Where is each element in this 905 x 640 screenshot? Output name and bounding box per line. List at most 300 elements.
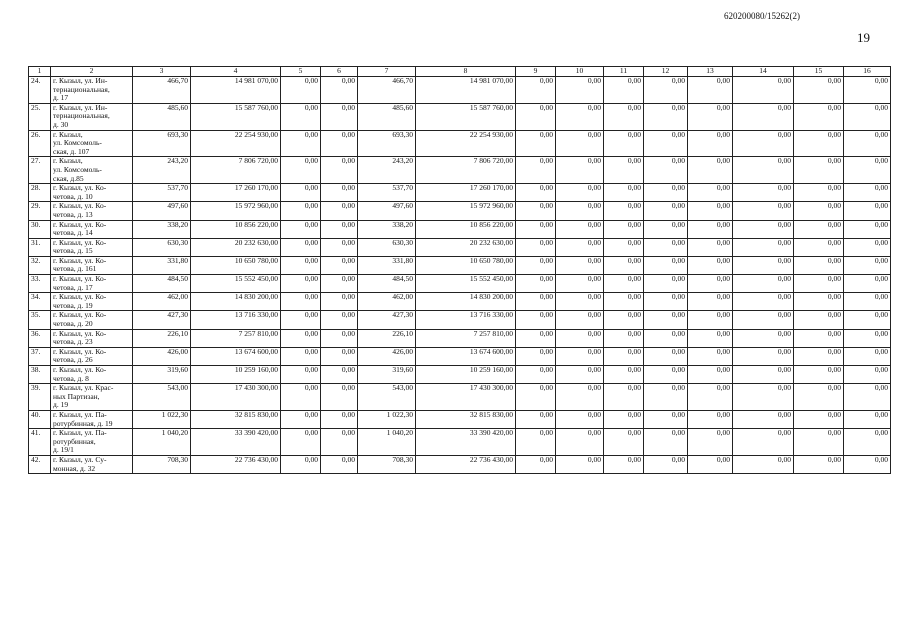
value-cell: 537,70 <box>133 184 191 202</box>
row-index: 41. <box>29 429 51 456</box>
value-cell: 0,00 <box>321 366 358 384</box>
value-cell: 0,00 <box>556 202 604 220</box>
value-cell: 0,00 <box>644 202 688 220</box>
table-row <box>29 455 891 473</box>
value-cell: 0,00 <box>844 384 891 411</box>
registry-table <box>28 66 891 474</box>
value-cell: 0,00 <box>281 410 321 428</box>
value-cell: 0,00 <box>516 184 556 202</box>
value-cell: 0,00 <box>604 410 644 428</box>
address-cell: г. Кызыл, ул. Комсомоль- ская, д. 107 <box>51 130 133 157</box>
value-cell: 7 257 810,00 <box>191 329 281 347</box>
value-cell: 15 552 450,00 <box>416 275 516 293</box>
value-cell: 10 259 160,00 <box>191 366 281 384</box>
value-cell: 0,00 <box>644 275 688 293</box>
value-cell: 0,00 <box>844 256 891 274</box>
value-cell: 0,00 <box>733 184 794 202</box>
value-cell: 462,00 <box>133 293 191 311</box>
value-cell: 17 430 300,00 <box>416 384 516 411</box>
row-index: 24. <box>29 77 51 104</box>
column-number: 3 <box>133 67 191 77</box>
address-cell: г. Кызыл, ул. Ко- четова, д. 13 <box>51 202 133 220</box>
value-cell: 319,60 <box>358 366 416 384</box>
value-cell: 0,00 <box>556 238 604 256</box>
value-cell: 0,00 <box>688 347 733 365</box>
value-cell: 693,30 <box>133 130 191 157</box>
value-cell: 0,00 <box>794 256 844 274</box>
row-index: 26. <box>29 130 51 157</box>
value-cell: 0,00 <box>733 429 794 456</box>
value-cell: 14 830 200,00 <box>191 293 281 311</box>
column-number: 14 <box>733 67 794 77</box>
value-cell: 0,00 <box>516 202 556 220</box>
value-cell: 0,00 <box>688 384 733 411</box>
value-cell: 0,00 <box>644 455 688 473</box>
value-cell: 331,80 <box>133 256 191 274</box>
value-cell: 0,00 <box>604 130 644 157</box>
address-cell: г. Кызыл, ул. Комсомоль- ская, д.85 <box>51 157 133 184</box>
value-cell: 10 650 780,00 <box>416 256 516 274</box>
row-index: 42. <box>29 455 51 473</box>
table-row <box>29 103 891 130</box>
row-index: 29. <box>29 202 51 220</box>
page-number: 19 <box>857 30 870 45</box>
value-cell: 14 830 200,00 <box>416 293 516 311</box>
column-number: 2 <box>51 67 133 77</box>
value-cell: 0,00 <box>604 347 644 365</box>
row-index: 27. <box>29 157 51 184</box>
value-cell: 0,00 <box>604 77 644 104</box>
value-cell: 0,00 <box>688 184 733 202</box>
table-row <box>29 184 891 202</box>
value-cell: 33 390 420,00 <box>191 429 281 456</box>
value-cell: 0,00 <box>844 77 891 104</box>
address-cell: г. Кызыл, ул. Ко- четова, д. 161 <box>51 256 133 274</box>
value-cell: 0,00 <box>556 329 604 347</box>
value-cell: 1 040,20 <box>358 429 416 456</box>
value-cell: 0,00 <box>644 347 688 365</box>
value-cell: 0,00 <box>644 77 688 104</box>
value-cell: 0,00 <box>281 103 321 130</box>
value-cell: 0,00 <box>321 275 358 293</box>
value-cell: 0,00 <box>556 410 604 428</box>
table-row <box>29 130 891 157</box>
value-cell: 0,00 <box>688 77 733 104</box>
document-id: 620200080/15262(2) <box>724 11 800 21</box>
table-body <box>29 77 891 474</box>
value-cell: 0,00 <box>604 238 644 256</box>
value-cell: 10 856 220,00 <box>191 220 281 238</box>
value-cell: 0,00 <box>556 130 604 157</box>
value-cell: 0,00 <box>556 347 604 365</box>
value-cell: 0,00 <box>604 157 644 184</box>
value-cell: 0,00 <box>556 256 604 274</box>
value-cell: 0,00 <box>644 410 688 428</box>
value-cell: 0,00 <box>604 275 644 293</box>
value-cell: 226,10 <box>358 329 416 347</box>
value-cell: 0,00 <box>281 275 321 293</box>
value-cell: 0,00 <box>516 238 556 256</box>
address-cell: г. Кызыл, ул. Ко- четова, д. 14 <box>51 220 133 238</box>
value-cell: 0,00 <box>556 366 604 384</box>
value-cell: 17 260 170,00 <box>191 184 281 202</box>
column-number: 8 <box>416 67 516 77</box>
value-cell: 708,30 <box>358 455 416 473</box>
value-cell: 0,00 <box>321 77 358 104</box>
value-cell: 484,50 <box>133 275 191 293</box>
value-cell: 0,00 <box>516 275 556 293</box>
value-cell: 0,00 <box>688 275 733 293</box>
value-cell: 462,00 <box>358 293 416 311</box>
value-cell: 0,00 <box>281 329 321 347</box>
value-cell: 243,20 <box>358 157 416 184</box>
table-row <box>29 77 891 104</box>
value-cell: 0,00 <box>844 103 891 130</box>
value-cell: 0,00 <box>556 293 604 311</box>
value-cell: 15 587 760,00 <box>416 103 516 130</box>
column-number: 6 <box>321 67 358 77</box>
value-cell: 0,00 <box>281 384 321 411</box>
value-cell: 17 260 170,00 <box>416 184 516 202</box>
value-cell: 0,00 <box>644 329 688 347</box>
value-cell: 426,00 <box>358 347 416 365</box>
value-cell: 0,00 <box>794 347 844 365</box>
value-cell: 0,00 <box>844 130 891 157</box>
value-cell: 0,00 <box>321 455 358 473</box>
value-cell: 0,00 <box>516 103 556 130</box>
value-cell: 1 022,30 <box>358 410 416 428</box>
value-cell: 630,30 <box>358 238 416 256</box>
value-cell: 0,00 <box>688 366 733 384</box>
value-cell: 20 232 630,00 <box>416 238 516 256</box>
column-number: 13 <box>688 67 733 77</box>
value-cell: 0,00 <box>556 157 604 184</box>
value-cell: 13 674 600,00 <box>416 347 516 365</box>
column-number: 4 <box>191 67 281 77</box>
value-cell: 338,20 <box>358 220 416 238</box>
row-index: 28. <box>29 184 51 202</box>
value-cell: 0,00 <box>516 384 556 411</box>
value-cell: 33 390 420,00 <box>416 429 516 456</box>
value-cell: 0,00 <box>516 329 556 347</box>
value-cell: 497,60 <box>133 202 191 220</box>
value-cell: 0,00 <box>844 366 891 384</box>
value-cell: 0,00 <box>688 238 733 256</box>
value-cell: 0,00 <box>604 256 644 274</box>
value-cell: 0,00 <box>516 130 556 157</box>
value-cell: 466,70 <box>358 77 416 104</box>
value-cell: 0,00 <box>733 366 794 384</box>
value-cell: 10 650 780,00 <box>191 256 281 274</box>
value-cell: 0,00 <box>844 455 891 473</box>
value-cell: 0,00 <box>516 77 556 104</box>
value-cell: 14 981 070,00 <box>191 77 281 104</box>
column-number: 5 <box>281 67 321 77</box>
row-index: 25. <box>29 103 51 130</box>
value-cell: 0,00 <box>321 311 358 329</box>
value-cell: 0,00 <box>794 311 844 329</box>
value-cell: 0,00 <box>844 220 891 238</box>
value-cell: 0,00 <box>556 429 604 456</box>
value-cell: 0,00 <box>733 256 794 274</box>
value-cell: 15 587 760,00 <box>191 103 281 130</box>
value-cell: 13 716 330,00 <box>191 311 281 329</box>
value-cell: 0,00 <box>516 429 556 456</box>
value-cell: 226,10 <box>133 329 191 347</box>
value-cell: 485,60 <box>133 103 191 130</box>
value-cell: 0,00 <box>281 130 321 157</box>
value-cell: 0,00 <box>644 157 688 184</box>
value-cell: 15 552 450,00 <box>191 275 281 293</box>
value-cell: 0,00 <box>604 202 644 220</box>
column-number: 12 <box>644 67 688 77</box>
value-cell: 0,00 <box>688 103 733 130</box>
value-cell: 0,00 <box>321 256 358 274</box>
address-cell: г. Кызыл, ул. Ко- четова, д. 15 <box>51 238 133 256</box>
value-cell: 22 254 930,00 <box>416 130 516 157</box>
table-row <box>29 311 891 329</box>
value-cell: 17 430 300,00 <box>191 384 281 411</box>
value-cell: 0,00 <box>733 130 794 157</box>
value-cell: 0,00 <box>844 429 891 456</box>
value-cell: 0,00 <box>281 77 321 104</box>
value-cell: 0,00 <box>281 256 321 274</box>
value-cell: 0,00 <box>321 130 358 157</box>
value-cell: 7 806 720,00 <box>416 157 516 184</box>
value-cell: 0,00 <box>556 220 604 238</box>
value-cell: 0,00 <box>794 384 844 411</box>
value-cell: 331,80 <box>358 256 416 274</box>
value-cell: 0,00 <box>688 455 733 473</box>
value-cell: 0,00 <box>844 410 891 428</box>
value-cell: 0,00 <box>604 293 644 311</box>
value-cell: 0,00 <box>733 202 794 220</box>
value-cell: 0,00 <box>644 429 688 456</box>
value-cell: 0,00 <box>844 293 891 311</box>
value-cell: 0,00 <box>644 311 688 329</box>
value-cell: 0,00 <box>604 384 644 411</box>
value-cell: 0,00 <box>844 202 891 220</box>
value-cell: 0,00 <box>281 157 321 184</box>
row-index: 35. <box>29 311 51 329</box>
value-cell: 0,00 <box>604 103 644 130</box>
value-cell: 0,00 <box>604 329 644 347</box>
value-cell: 0,00 <box>733 455 794 473</box>
value-cell: 13 674 600,00 <box>191 347 281 365</box>
value-cell: 0,00 <box>733 103 794 130</box>
column-number: 15 <box>794 67 844 77</box>
value-cell: 0,00 <box>733 384 794 411</box>
column-number: 11 <box>604 67 644 77</box>
value-cell: 0,00 <box>321 347 358 365</box>
value-cell: 0,00 <box>516 410 556 428</box>
table-row <box>29 429 891 456</box>
value-cell: 0,00 <box>556 184 604 202</box>
value-cell: 0,00 <box>844 347 891 365</box>
value-cell: 0,00 <box>794 410 844 428</box>
value-cell: 427,30 <box>358 311 416 329</box>
value-cell: 0,00 <box>604 429 644 456</box>
column-number-row <box>29 67 891 77</box>
value-cell: 0,00 <box>604 455 644 473</box>
value-cell: 0,00 <box>844 238 891 256</box>
value-cell: 0,00 <box>281 429 321 456</box>
value-cell: 0,00 <box>556 311 604 329</box>
address-cell: г. Кызыл, ул. Ин- тернациональная, д. 30 <box>51 103 133 130</box>
value-cell: 0,00 <box>321 103 358 130</box>
value-cell: 0,00 <box>644 220 688 238</box>
value-cell: 0,00 <box>556 275 604 293</box>
address-cell: г. Кызыл, ул. Ко- четова, д. 8 <box>51 366 133 384</box>
value-cell: 543,00 <box>133 384 191 411</box>
value-cell: 485,60 <box>358 103 416 130</box>
row-index: 39. <box>29 384 51 411</box>
row-index: 32. <box>29 256 51 274</box>
row-index: 33. <box>29 275 51 293</box>
row-index: 38. <box>29 366 51 384</box>
table-row <box>29 238 891 256</box>
value-cell: 0,00 <box>688 410 733 428</box>
value-cell: 0,00 <box>281 202 321 220</box>
value-cell: 0,00 <box>794 157 844 184</box>
value-cell: 427,30 <box>133 311 191 329</box>
value-cell: 14 981 070,00 <box>416 77 516 104</box>
table-row <box>29 202 891 220</box>
address-cell: г. Кызыл, ул. Па- ротурбинная, д. 19/1 <box>51 429 133 456</box>
value-cell: 0,00 <box>688 311 733 329</box>
address-cell: г. Кызыл, ул. Крас- ных Партизан, д. 19 <box>51 384 133 411</box>
table-row <box>29 157 891 184</box>
value-cell: 0,00 <box>794 220 844 238</box>
value-cell: 0,00 <box>844 311 891 329</box>
value-cell: 15 972 960,00 <box>416 202 516 220</box>
value-cell: 0,00 <box>644 103 688 130</box>
value-cell: 0,00 <box>733 275 794 293</box>
value-cell: 0,00 <box>556 77 604 104</box>
value-cell: 0,00 <box>321 410 358 428</box>
value-cell: 0,00 <box>794 455 844 473</box>
value-cell: 0,00 <box>794 202 844 220</box>
value-cell: 7 257 810,00 <box>416 329 516 347</box>
value-cell: 0,00 <box>281 293 321 311</box>
value-cell: 0,00 <box>516 157 556 184</box>
address-cell: г. Кызыл, ул. Ко- четова, д. 17 <box>51 275 133 293</box>
value-cell: 693,30 <box>358 130 416 157</box>
value-cell: 0,00 <box>733 311 794 329</box>
value-cell: 0,00 <box>733 77 794 104</box>
address-cell: г. Кызыл, ул. Ко- четова, д. 19 <box>51 293 133 311</box>
value-cell: 0,00 <box>733 238 794 256</box>
value-cell: 0,00 <box>281 311 321 329</box>
value-cell: 32 815 830,00 <box>191 410 281 428</box>
address-cell: г. Кызыл, ул. Ко- четова, д. 20 <box>51 311 133 329</box>
value-cell: 0,00 <box>688 157 733 184</box>
row-index: 30. <box>29 220 51 238</box>
value-cell: 0,00 <box>688 329 733 347</box>
address-cell: г. Кызыл, ул. Ко- четова, д. 26 <box>51 347 133 365</box>
value-cell: 0,00 <box>556 384 604 411</box>
value-cell: 0,00 <box>688 293 733 311</box>
column-number: 16 <box>844 67 891 77</box>
value-cell: 537,70 <box>358 184 416 202</box>
value-cell: 0,00 <box>516 366 556 384</box>
address-cell: г. Кызыл, ул. Ко- четова, д. 10 <box>51 184 133 202</box>
value-cell: 0,00 <box>688 130 733 157</box>
value-cell: 0,00 <box>794 238 844 256</box>
value-cell: 0,00 <box>321 157 358 184</box>
value-cell: 0,00 <box>321 184 358 202</box>
table-row <box>29 220 891 238</box>
value-cell: 497,60 <box>358 202 416 220</box>
value-cell: 22 736 430,00 <box>191 455 281 473</box>
value-cell: 7 806 720,00 <box>191 157 281 184</box>
value-cell: 708,30 <box>133 455 191 473</box>
value-cell: 0,00 <box>604 366 644 384</box>
value-cell: 0,00 <box>733 347 794 365</box>
value-cell: 0,00 <box>321 238 358 256</box>
value-cell: 1 022,30 <box>133 410 191 428</box>
value-cell: 0,00 <box>733 329 794 347</box>
value-cell: 32 815 830,00 <box>416 410 516 428</box>
value-cell: 338,20 <box>133 220 191 238</box>
value-cell: 0,00 <box>644 130 688 157</box>
value-cell: 0,00 <box>688 220 733 238</box>
value-cell: 0,00 <box>844 157 891 184</box>
value-cell: 0,00 <box>794 429 844 456</box>
column-number: 9 <box>516 67 556 77</box>
value-cell: 0,00 <box>321 293 358 311</box>
value-cell: 0,00 <box>688 429 733 456</box>
value-cell: 426,00 <box>133 347 191 365</box>
value-cell: 1 040,20 <box>133 429 191 456</box>
table-row <box>29 366 891 384</box>
value-cell: 0,00 <box>733 157 794 184</box>
value-cell: 20 232 630,00 <box>191 238 281 256</box>
value-cell: 0,00 <box>844 184 891 202</box>
value-cell: 319,60 <box>133 366 191 384</box>
value-cell: 0,00 <box>281 220 321 238</box>
value-cell: 22 254 930,00 <box>191 130 281 157</box>
value-cell: 15 972 960,00 <box>191 202 281 220</box>
value-cell: 0,00 <box>733 410 794 428</box>
value-cell: 0,00 <box>794 103 844 130</box>
value-cell: 0,00 <box>794 184 844 202</box>
value-cell: 0,00 <box>794 366 844 384</box>
value-cell: 0,00 <box>644 384 688 411</box>
value-cell: 0,00 <box>794 275 844 293</box>
value-cell: 0,00 <box>844 329 891 347</box>
value-cell: 0,00 <box>794 293 844 311</box>
row-index: 36. <box>29 329 51 347</box>
table-row <box>29 410 891 428</box>
value-cell: 0,00 <box>794 130 844 157</box>
value-cell: 0,00 <box>281 238 321 256</box>
value-cell: 0,00 <box>321 220 358 238</box>
row-index: 31. <box>29 238 51 256</box>
value-cell: 0,00 <box>281 455 321 473</box>
value-cell: 0,00 <box>281 366 321 384</box>
value-cell: 0,00 <box>688 256 733 274</box>
value-cell: 10 856 220,00 <box>416 220 516 238</box>
value-cell: 484,50 <box>358 275 416 293</box>
value-cell: 0,00 <box>644 293 688 311</box>
column-number: 7 <box>358 67 416 77</box>
value-cell: 0,00 <box>733 293 794 311</box>
value-cell: 243,20 <box>133 157 191 184</box>
value-cell: 0,00 <box>604 184 644 202</box>
value-cell: 0,00 <box>644 366 688 384</box>
table-row <box>29 329 891 347</box>
